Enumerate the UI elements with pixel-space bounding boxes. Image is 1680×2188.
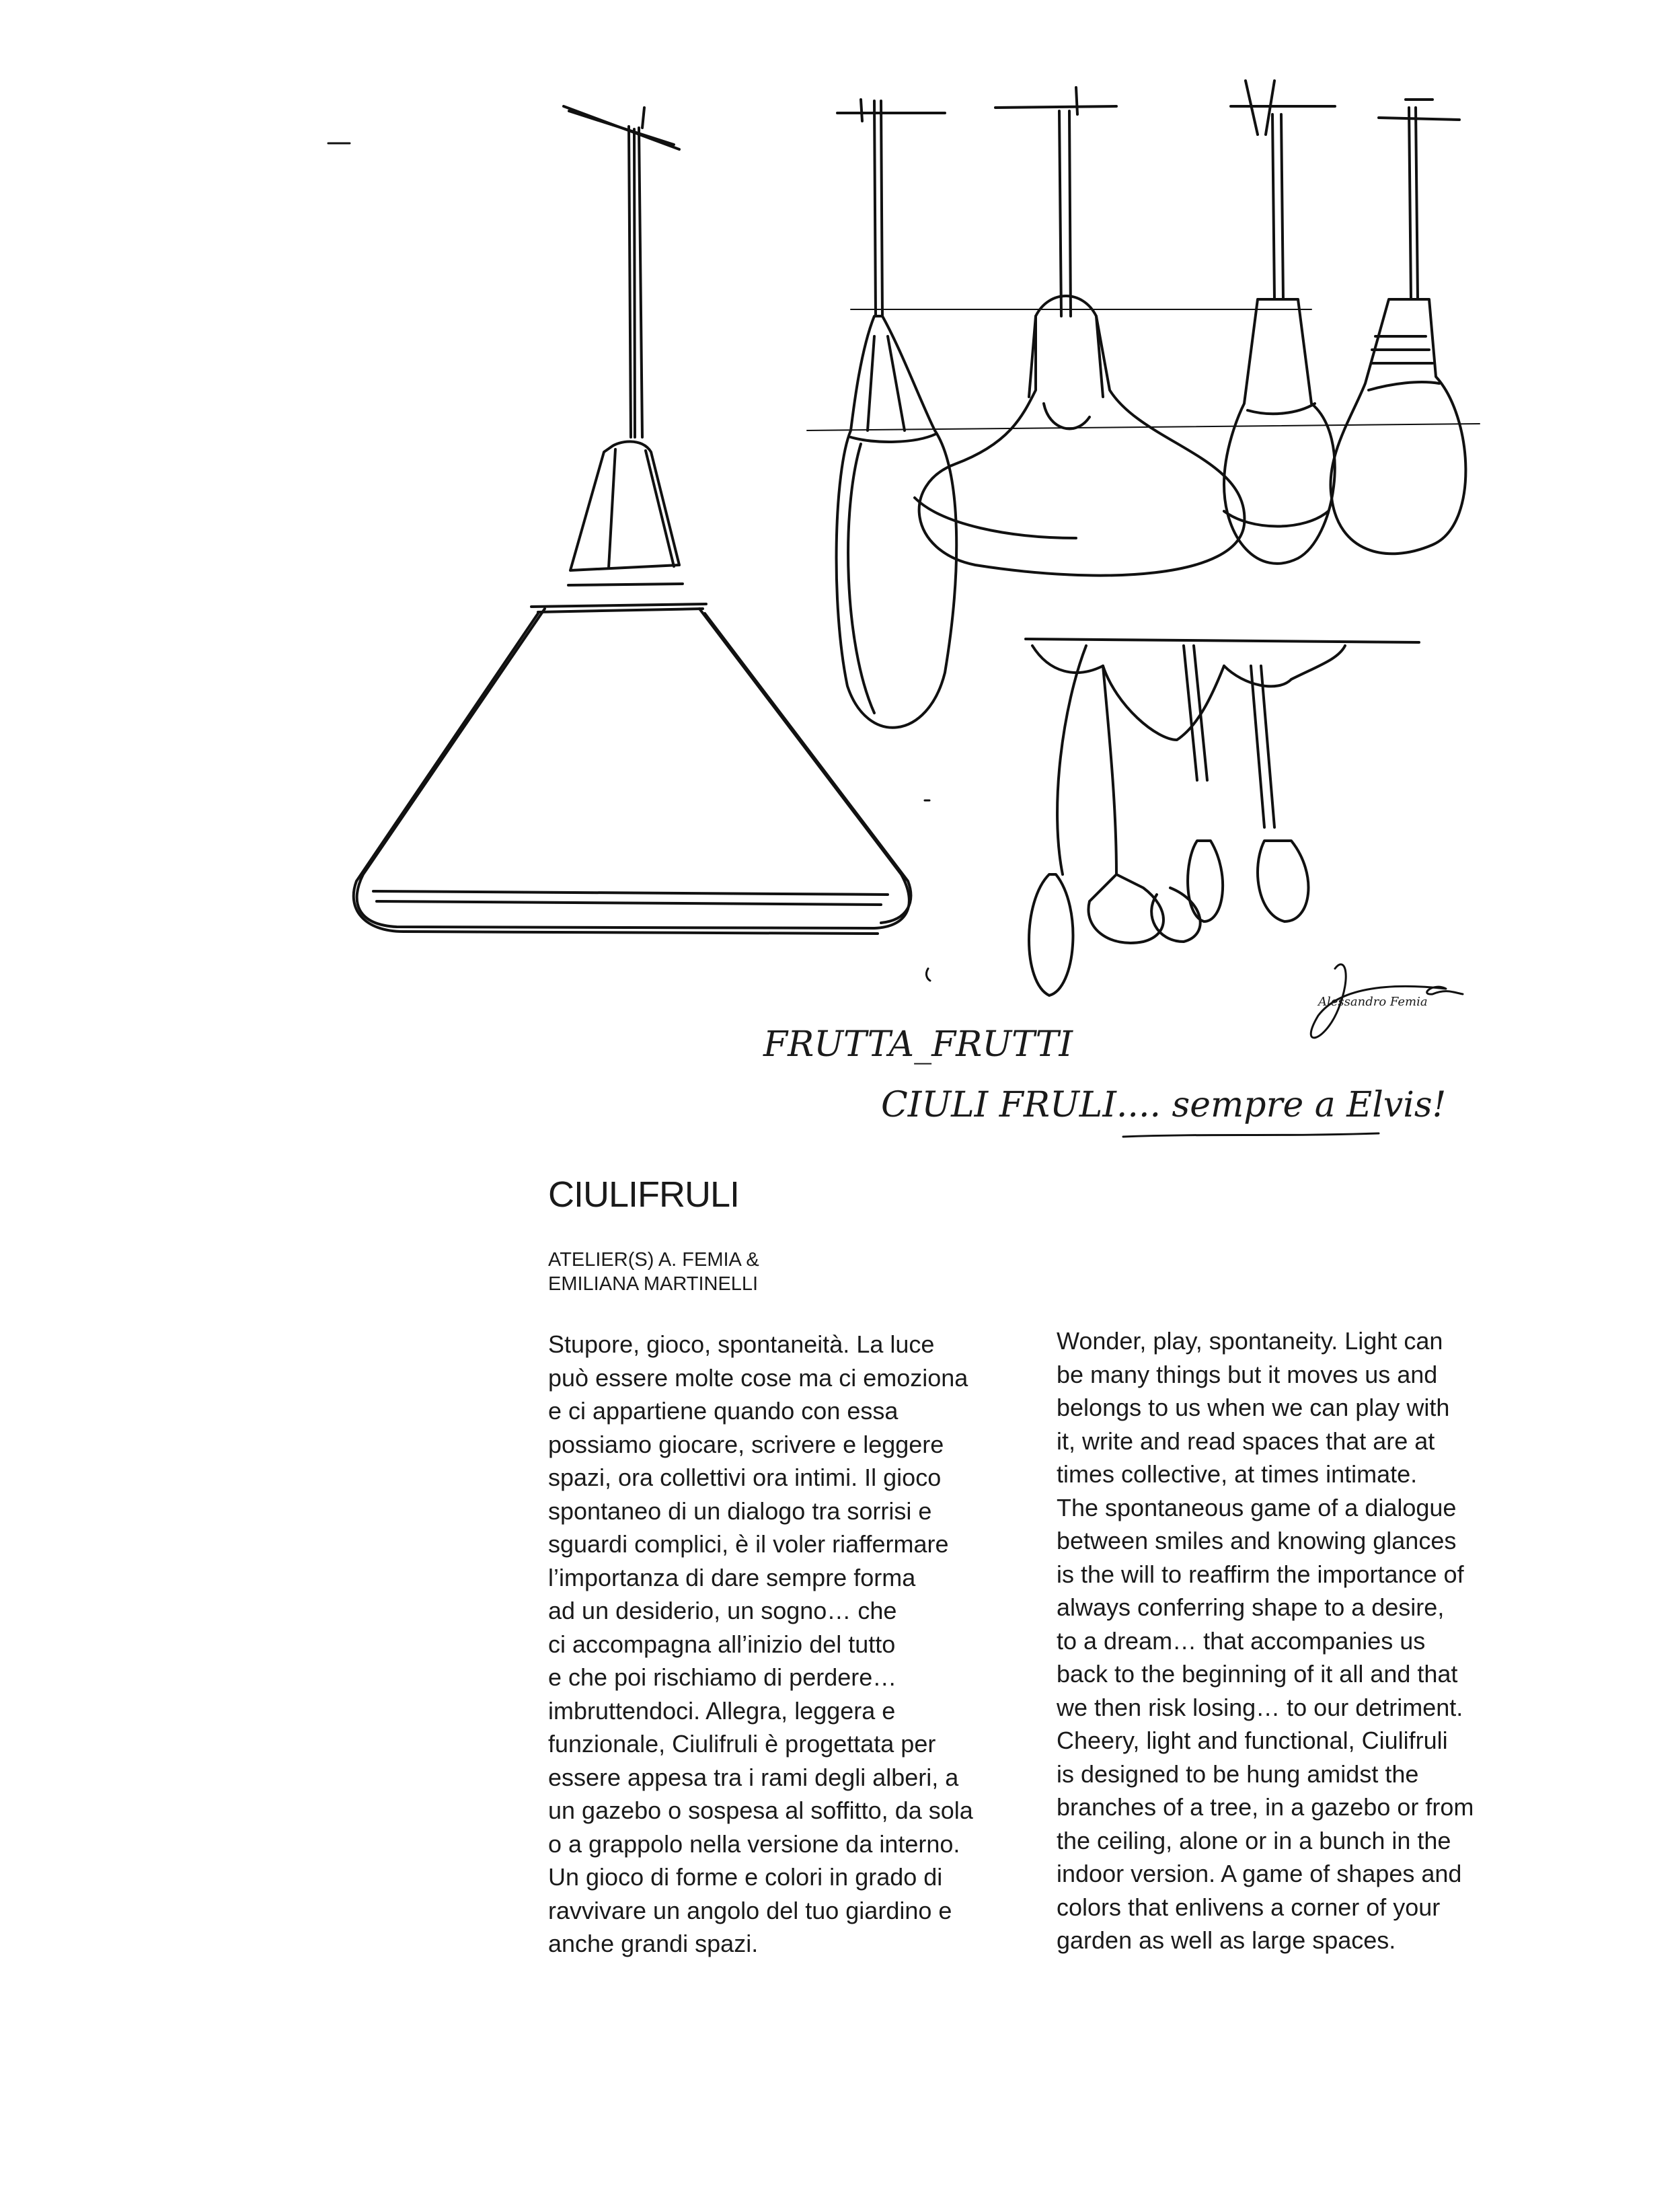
large-pendant-lamp-sketch [354, 106, 911, 934]
text-line: between smiles and knowing glances [1057, 1527, 1457, 1554]
hanging-lamps-sketch-top [807, 81, 1480, 728]
text-line: spazi, ora collettivi ora intimi. Il gioco [548, 1464, 942, 1491]
text-line: branches of a tree, in a gazebo or from [1057, 1793, 1474, 1821]
text-line: to a dream… that accompanies us [1057, 1626, 1426, 1655]
handwritten-note-line-2: CIULI FRULI.... sempre a Elvis! [881, 1085, 1447, 1125]
text-line: spontaneo di un dialogo tra sorrisi e [548, 1497, 932, 1525]
text-line: The spontaneous game of a dialogue [1057, 1493, 1457, 1521]
text-line: Wonder, play, spontaneity. Light can [1057, 1327, 1443, 1355]
text-line: Un gioco di forme e colori in grado di [548, 1863, 943, 1891]
text-line: always conferring shape to a desire, [1057, 1593, 1445, 1621]
text-line: garden as well as large spaces. [1057, 1926, 1396, 1954]
designer-line: EMILIANA MARTINELLI [548, 1273, 759, 1295]
english-description [1057, 1324, 1474, 1957]
handwritten-note-line-1: FRUTTA_FRUTTI [763, 1024, 1073, 1065]
text-line: ad un desiderio, un sogno… che [548, 1597, 897, 1624]
designer-credits [548, 1248, 759, 1296]
text-line: is the will to reaffirm the importance of [1057, 1560, 1464, 1588]
text-line: o a grappolo nella versione da interno. [548, 1829, 960, 1858]
text-line: it, write and read spaces that are at [1057, 1427, 1435, 1455]
text-line: e ci appartiene quando con essa [548, 1397, 899, 1425]
designer-line: ATELIER(S) A. FEMIA & [548, 1249, 759, 1271]
text-line: the ceiling, alone or in a bunch in the [1057, 1826, 1451, 1854]
text-line: sguardi complici, è il voler riaffermare [548, 1530, 949, 1558]
text-line: anche grandi spazi. [548, 1930, 759, 1957]
text-line: ci accompagna all’inizio del tutto [548, 1630, 896, 1658]
hanging-lamps-sketch-bunch [1026, 639, 1419, 995]
text-line: essere appesa tra i rami degli alberi, a [548, 1763, 959, 1791]
text-line: un gazebo o sospesa al soffitto, da sola [548, 1797, 973, 1824]
italian-description [548, 1328, 973, 1961]
text-line: we then risk losing… to our detriment. [1057, 1693, 1463, 1721]
product-title: CIULIFRULI [548, 1174, 740, 1215]
text-line: times collective, at times intimate. [1057, 1460, 1418, 1488]
text-line: imbruttendoci. Allegra, leggera e [548, 1696, 896, 1725]
text-line: back to the beginning of it all and that [1057, 1660, 1458, 1688]
text-line: può essere molte cose ma ci emoziona [548, 1363, 968, 1392]
text-line: belongs to us when we can play with [1057, 1394, 1450, 1421]
text-line: colors that enlivens a corner of your [1057, 1893, 1441, 1921]
text-line: l’importanza di dare sempre forma [548, 1563, 916, 1591]
text-line: e che poi rischiamo di perdere… [548, 1663, 897, 1691]
text-line: indoor version. A game of shapes and [1057, 1860, 1462, 1887]
text-line: be many things but it moves us and [1057, 1360, 1438, 1388]
signature: Alessandro Femia [1318, 995, 1428, 1009]
text-line: possiamo giocare, scrivere e leggere [548, 1430, 944, 1458]
text-line: funzionale, Ciulifruli è progettata per [548, 1730, 936, 1758]
text-line: Cheery, light and functional, Ciulifruli [1057, 1727, 1448, 1754]
text-line: is designed to be hung amidst the [1057, 1760, 1419, 1788]
text-line: Stupore, gioco, spontaneità. La luce [548, 1330, 935, 1358]
text-line: ravvivare un angolo del tuo giardino e [548, 1896, 952, 1924]
